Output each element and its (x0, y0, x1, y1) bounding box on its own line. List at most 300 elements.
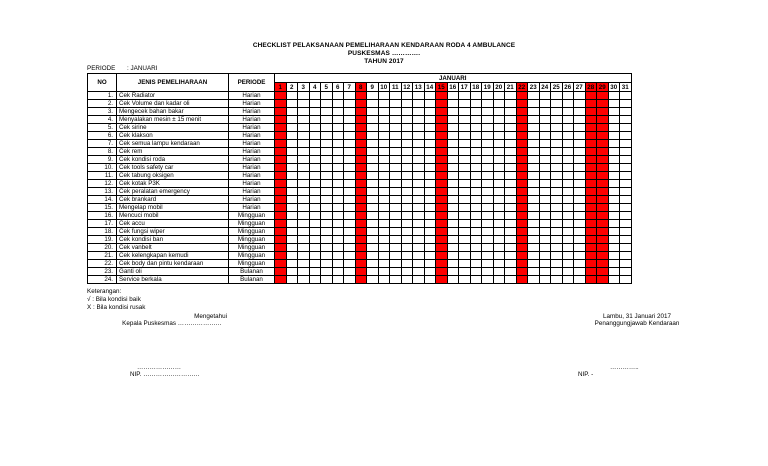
check-cell[interactable] (482, 140, 494, 148)
check-cell[interactable] (436, 116, 448, 124)
check-cell[interactable] (344, 276, 356, 284)
check-cell[interactable] (482, 260, 494, 268)
check-cell[interactable] (528, 172, 540, 180)
check-cell[interactable] (482, 220, 494, 228)
check-cell[interactable] (298, 204, 310, 212)
check-cell[interactable] (355, 108, 367, 116)
check-cell[interactable] (608, 228, 620, 236)
check-cell[interactable] (424, 156, 436, 164)
check-cell[interactable] (378, 252, 390, 260)
check-cell[interactable] (424, 100, 436, 108)
check-cell[interactable] (367, 116, 379, 124)
check-cell[interactable] (551, 92, 563, 100)
check-cell[interactable] (574, 140, 586, 148)
check-cell[interactable] (298, 124, 310, 132)
check-cell[interactable] (413, 268, 425, 276)
check-cell[interactable] (528, 100, 540, 108)
check-cell[interactable] (355, 236, 367, 244)
check-cell[interactable] (332, 196, 344, 204)
check-cell[interactable] (321, 100, 333, 108)
check-cell[interactable] (344, 92, 356, 100)
check-cell[interactable] (424, 236, 436, 244)
check-cell[interactable] (344, 260, 356, 268)
check-cell[interactable] (332, 252, 344, 260)
check-cell[interactable] (528, 196, 540, 204)
check-cell[interactable] (286, 260, 298, 268)
check-cell[interactable] (562, 244, 574, 252)
check-cell[interactable] (344, 196, 356, 204)
check-cell[interactable] (585, 108, 597, 116)
check-cell[interactable] (309, 228, 321, 236)
check-cell[interactable] (401, 268, 413, 276)
check-cell[interactable] (459, 124, 471, 132)
check-cell[interactable] (447, 212, 459, 220)
check-cell[interactable] (321, 164, 333, 172)
check-cell[interactable] (551, 196, 563, 204)
check-cell[interactable] (516, 92, 528, 100)
check-cell[interactable] (401, 220, 413, 228)
check-cell[interactable] (585, 132, 597, 140)
check-cell[interactable] (298, 236, 310, 244)
check-cell[interactable] (413, 100, 425, 108)
check-cell[interactable] (574, 252, 586, 260)
check-cell[interactable] (539, 204, 551, 212)
check-cell[interactable] (608, 268, 620, 276)
check-cell[interactable] (367, 244, 379, 252)
check-cell[interactable] (516, 132, 528, 140)
check-cell[interactable] (447, 172, 459, 180)
check-cell[interactable] (447, 244, 459, 252)
check-cell[interactable] (470, 196, 482, 204)
check-cell[interactable] (401, 252, 413, 260)
check-cell[interactable] (551, 212, 563, 220)
check-cell[interactable] (585, 140, 597, 148)
check-cell[interactable] (505, 156, 517, 164)
check-cell[interactable] (528, 236, 540, 244)
check-cell[interactable] (505, 108, 517, 116)
check-cell[interactable] (378, 92, 390, 100)
check-cell[interactable] (286, 180, 298, 188)
check-cell[interactable] (309, 116, 321, 124)
check-cell[interactable] (378, 276, 390, 284)
check-cell[interactable] (390, 116, 402, 124)
check-cell[interactable] (286, 156, 298, 164)
check-cell[interactable] (585, 252, 597, 260)
check-cell[interactable] (551, 100, 563, 108)
check-cell[interactable] (390, 188, 402, 196)
check-cell[interactable] (551, 220, 563, 228)
check-cell[interactable] (505, 132, 517, 140)
check-cell[interactable] (459, 100, 471, 108)
check-cell[interactable] (367, 108, 379, 116)
check-cell[interactable] (539, 228, 551, 236)
check-cell[interactable] (275, 92, 287, 100)
check-cell[interactable] (574, 132, 586, 140)
check-cell[interactable] (321, 188, 333, 196)
check-cell[interactable] (286, 228, 298, 236)
check-cell[interactable] (378, 180, 390, 188)
check-cell[interactable] (344, 212, 356, 220)
check-cell[interactable] (516, 212, 528, 220)
check-cell[interactable] (355, 268, 367, 276)
check-cell[interactable] (505, 164, 517, 172)
check-cell[interactable] (493, 148, 505, 156)
check-cell[interactable] (493, 180, 505, 188)
check-cell[interactable] (482, 108, 494, 116)
check-cell[interactable] (401, 108, 413, 116)
check-cell[interactable] (551, 244, 563, 252)
check-cell[interactable] (401, 180, 413, 188)
check-cell[interactable] (286, 188, 298, 196)
check-cell[interactable] (459, 228, 471, 236)
check-cell[interactable] (321, 220, 333, 228)
check-cell[interactable] (551, 228, 563, 236)
check-cell[interactable] (539, 132, 551, 140)
check-cell[interactable] (332, 180, 344, 188)
check-cell[interactable] (562, 156, 574, 164)
check-cell[interactable] (447, 124, 459, 132)
check-cell[interactable] (413, 148, 425, 156)
check-cell[interactable] (551, 268, 563, 276)
check-cell[interactable] (275, 204, 287, 212)
check-cell[interactable] (482, 196, 494, 204)
check-cell[interactable] (516, 108, 528, 116)
check-cell[interactable] (620, 164, 632, 172)
check-cell[interactable] (275, 244, 287, 252)
check-cell[interactable] (459, 244, 471, 252)
check-cell[interactable] (332, 108, 344, 116)
check-cell[interactable] (597, 148, 609, 156)
check-cell[interactable] (401, 124, 413, 132)
check-cell[interactable] (562, 132, 574, 140)
check-cell[interactable] (344, 100, 356, 108)
check-cell[interactable] (447, 252, 459, 260)
check-cell[interactable] (551, 132, 563, 140)
check-cell[interactable] (505, 228, 517, 236)
check-cell[interactable] (470, 220, 482, 228)
check-cell[interactable] (401, 212, 413, 220)
check-cell[interactable] (390, 252, 402, 260)
check-cell[interactable] (309, 164, 321, 172)
check-cell[interactable] (493, 164, 505, 172)
check-cell[interactable] (608, 156, 620, 164)
check-cell[interactable] (574, 260, 586, 268)
check-cell[interactable] (528, 204, 540, 212)
check-cell[interactable] (551, 148, 563, 156)
check-cell[interactable] (321, 116, 333, 124)
check-cell[interactable] (585, 124, 597, 132)
check-cell[interactable] (551, 108, 563, 116)
check-cell[interactable] (482, 180, 494, 188)
check-cell[interactable] (608, 92, 620, 100)
check-cell[interactable] (528, 212, 540, 220)
check-cell[interactable] (436, 220, 448, 228)
check-cell[interactable] (298, 276, 310, 284)
check-cell[interactable] (298, 260, 310, 268)
check-cell[interactable] (516, 204, 528, 212)
check-cell[interactable] (436, 108, 448, 116)
check-cell[interactable] (505, 188, 517, 196)
check-cell[interactable] (597, 228, 609, 236)
check-cell[interactable] (493, 132, 505, 140)
check-cell[interactable] (390, 268, 402, 276)
check-cell[interactable] (562, 108, 574, 116)
check-cell[interactable] (585, 276, 597, 284)
check-cell[interactable] (505, 92, 517, 100)
check-cell[interactable] (493, 268, 505, 276)
check-cell[interactable] (516, 220, 528, 228)
check-cell[interactable] (562, 236, 574, 244)
check-cell[interactable] (459, 276, 471, 284)
check-cell[interactable] (516, 244, 528, 252)
check-cell[interactable] (585, 212, 597, 220)
check-cell[interactable] (436, 172, 448, 180)
check-cell[interactable] (459, 180, 471, 188)
check-cell[interactable] (470, 164, 482, 172)
check-cell[interactable] (597, 124, 609, 132)
check-cell[interactable] (459, 196, 471, 204)
check-cell[interactable] (332, 132, 344, 140)
check-cell[interactable] (608, 172, 620, 180)
check-cell[interactable] (378, 204, 390, 212)
check-cell[interactable] (309, 244, 321, 252)
check-cell[interactable] (585, 188, 597, 196)
check-cell[interactable] (482, 204, 494, 212)
check-cell[interactable] (424, 244, 436, 252)
check-cell[interactable] (436, 156, 448, 164)
check-cell[interactable] (493, 236, 505, 244)
check-cell[interactable] (298, 180, 310, 188)
check-cell[interactable] (413, 180, 425, 188)
check-cell[interactable] (355, 188, 367, 196)
check-cell[interactable] (539, 92, 551, 100)
check-cell[interactable] (608, 260, 620, 268)
check-cell[interactable] (539, 140, 551, 148)
check-cell[interactable] (355, 116, 367, 124)
check-cell[interactable] (585, 244, 597, 252)
check-cell[interactable] (551, 172, 563, 180)
check-cell[interactable] (516, 148, 528, 156)
check-cell[interactable] (551, 156, 563, 164)
check-cell[interactable] (390, 124, 402, 132)
check-cell[interactable] (332, 116, 344, 124)
check-cell[interactable] (470, 124, 482, 132)
check-cell[interactable] (401, 140, 413, 148)
check-cell[interactable] (493, 260, 505, 268)
check-cell[interactable] (355, 164, 367, 172)
check-cell[interactable] (436, 244, 448, 252)
check-cell[interactable] (597, 220, 609, 228)
check-cell[interactable] (321, 260, 333, 268)
check-cell[interactable] (390, 92, 402, 100)
check-cell[interactable] (459, 172, 471, 180)
check-cell[interactable] (413, 212, 425, 220)
check-cell[interactable] (332, 124, 344, 132)
check-cell[interactable] (528, 276, 540, 284)
check-cell[interactable] (286, 276, 298, 284)
check-cell[interactable] (424, 124, 436, 132)
check-cell[interactable] (528, 92, 540, 100)
check-cell[interactable] (286, 236, 298, 244)
check-cell[interactable] (597, 268, 609, 276)
check-cell[interactable] (585, 92, 597, 100)
check-cell[interactable] (401, 196, 413, 204)
check-cell[interactable] (344, 132, 356, 140)
check-cell[interactable] (298, 220, 310, 228)
check-cell[interactable] (470, 204, 482, 212)
check-cell[interactable] (505, 180, 517, 188)
check-cell[interactable] (309, 212, 321, 220)
check-cell[interactable] (620, 100, 632, 108)
check-cell[interactable] (608, 244, 620, 252)
check-cell[interactable] (401, 148, 413, 156)
check-cell[interactable] (390, 100, 402, 108)
check-cell[interactable] (562, 260, 574, 268)
check-cell[interactable] (620, 212, 632, 220)
check-cell[interactable] (286, 220, 298, 228)
check-cell[interactable] (401, 172, 413, 180)
check-cell[interactable] (447, 228, 459, 236)
check-cell[interactable] (344, 252, 356, 260)
check-cell[interactable] (401, 228, 413, 236)
check-cell[interactable] (482, 268, 494, 276)
check-cell[interactable] (378, 188, 390, 196)
check-cell[interactable] (332, 164, 344, 172)
check-cell[interactable] (470, 236, 482, 244)
check-cell[interactable] (355, 148, 367, 156)
check-cell[interactable] (551, 164, 563, 172)
check-cell[interactable] (424, 212, 436, 220)
check-cell[interactable] (401, 236, 413, 244)
check-cell[interactable] (539, 108, 551, 116)
check-cell[interactable] (470, 252, 482, 260)
check-cell[interactable] (493, 92, 505, 100)
check-cell[interactable] (459, 140, 471, 148)
check-cell[interactable] (447, 108, 459, 116)
check-cell[interactable] (620, 124, 632, 132)
check-cell[interactable] (528, 188, 540, 196)
check-cell[interactable] (424, 108, 436, 116)
check-cell[interactable] (459, 220, 471, 228)
check-cell[interactable] (620, 156, 632, 164)
check-cell[interactable] (493, 140, 505, 148)
check-cell[interactable] (436, 124, 448, 132)
check-cell[interactable] (401, 204, 413, 212)
check-cell[interactable] (355, 244, 367, 252)
check-cell[interactable] (321, 156, 333, 164)
check-cell[interactable] (620, 268, 632, 276)
check-cell[interactable] (275, 196, 287, 204)
check-cell[interactable] (401, 164, 413, 172)
check-cell[interactable] (516, 196, 528, 204)
check-cell[interactable] (493, 204, 505, 212)
check-cell[interactable] (378, 196, 390, 204)
check-cell[interactable] (390, 132, 402, 140)
check-cell[interactable] (493, 156, 505, 164)
check-cell[interactable] (390, 220, 402, 228)
check-cell[interactable] (332, 100, 344, 108)
check-cell[interactable] (436, 196, 448, 204)
check-cell[interactable] (436, 212, 448, 220)
check-cell[interactable] (367, 236, 379, 244)
check-cell[interactable] (505, 148, 517, 156)
check-cell[interactable] (493, 188, 505, 196)
check-cell[interactable] (574, 204, 586, 212)
check-cell[interactable] (367, 252, 379, 260)
check-cell[interactable] (332, 92, 344, 100)
check-cell[interactable] (424, 172, 436, 180)
check-cell[interactable] (413, 276, 425, 284)
check-cell[interactable] (413, 244, 425, 252)
check-cell[interactable] (367, 260, 379, 268)
check-cell[interactable] (275, 124, 287, 132)
check-cell[interactable] (390, 244, 402, 252)
check-cell[interactable] (459, 252, 471, 260)
check-cell[interactable] (620, 252, 632, 260)
check-cell[interactable] (620, 116, 632, 124)
check-cell[interactable] (539, 188, 551, 196)
check-cell[interactable] (321, 140, 333, 148)
check-cell[interactable] (470, 132, 482, 140)
check-cell[interactable] (413, 140, 425, 148)
check-cell[interactable] (378, 148, 390, 156)
check-cell[interactable] (355, 212, 367, 220)
check-cell[interactable] (275, 148, 287, 156)
check-cell[interactable] (482, 124, 494, 132)
check-cell[interactable] (620, 220, 632, 228)
check-cell[interactable] (516, 236, 528, 244)
check-cell[interactable] (574, 92, 586, 100)
check-cell[interactable] (516, 140, 528, 148)
check-cell[interactable] (436, 180, 448, 188)
check-cell[interactable] (286, 124, 298, 132)
check-cell[interactable] (344, 116, 356, 124)
check-cell[interactable] (344, 172, 356, 180)
check-cell[interactable] (436, 228, 448, 236)
check-cell[interactable] (597, 164, 609, 172)
check-cell[interactable] (298, 140, 310, 148)
check-cell[interactable] (275, 188, 287, 196)
check-cell[interactable] (482, 172, 494, 180)
check-cell[interactable] (309, 188, 321, 196)
check-cell[interactable] (309, 92, 321, 100)
check-cell[interactable] (367, 276, 379, 284)
check-cell[interactable] (367, 172, 379, 180)
check-cell[interactable] (608, 212, 620, 220)
check-cell[interactable] (275, 252, 287, 260)
check-cell[interactable] (424, 164, 436, 172)
check-cell[interactable] (597, 204, 609, 212)
check-cell[interactable] (551, 260, 563, 268)
check-cell[interactable] (470, 228, 482, 236)
check-cell[interactable] (390, 204, 402, 212)
check-cell[interactable] (298, 196, 310, 204)
check-cell[interactable] (562, 180, 574, 188)
check-cell[interactable] (505, 172, 517, 180)
check-cell[interactable] (597, 188, 609, 196)
check-cell[interactable] (620, 172, 632, 180)
check-cell[interactable] (539, 180, 551, 188)
check-cell[interactable] (286, 116, 298, 124)
check-cell[interactable] (378, 260, 390, 268)
check-cell[interactable] (516, 188, 528, 196)
check-cell[interactable] (424, 132, 436, 140)
check-cell[interactable] (516, 116, 528, 124)
check-cell[interactable] (574, 100, 586, 108)
check-cell[interactable] (390, 148, 402, 156)
check-cell[interactable] (367, 204, 379, 212)
check-cell[interactable] (309, 260, 321, 268)
